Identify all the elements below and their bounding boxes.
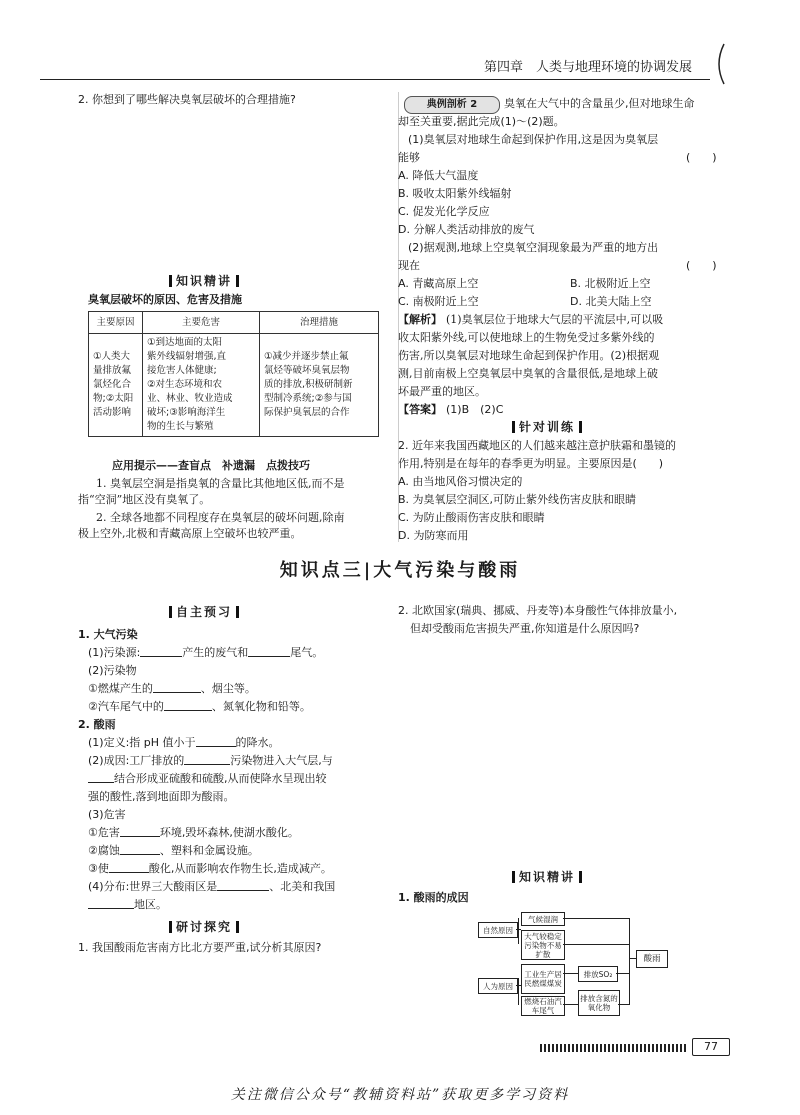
tag-zhendui-xunlian: 针对训练 (508, 418, 586, 435)
preview-line: (1)污染源: 产生的废气和 尾气。 (88, 646, 324, 659)
q2-paren: ( ) (686, 259, 717, 272)
connector (629, 958, 636, 959)
preview-line: ①燃煤产生的 、烟尘等。 (88, 682, 256, 695)
connector (616, 973, 629, 974)
preview-heading-1: 1. 大气污染 (78, 628, 138, 641)
analysis-line: 坏最严重的地区。 (398, 385, 486, 398)
connector (518, 978, 519, 1005)
research-question-1: 1. 我国酸雨危害南方比北方要严重,试分析其原因? (78, 941, 322, 954)
t2-option: A. 由当地风俗习惯决定的 (398, 475, 523, 488)
answer-text: (1)B (2)C (446, 403, 504, 416)
page-number: 77 (692, 1038, 730, 1056)
preview-line: 强的酸性,落到地面即为酸雨。 (88, 790, 235, 803)
t2-option: C. 为防止酸雨伤害皮肤和眼睛 (398, 511, 545, 524)
table-header: 主要危害 (143, 312, 260, 334)
q2-option-a: A. 青藏高原上空 (398, 277, 479, 290)
right-question-2a: 2. 北欧国家(瑞典、挪威、丹麦等)本身酸性气体排放量小, (398, 604, 678, 617)
diagram-title: 1. 酸雨的成因 (398, 891, 469, 904)
box-human-cause: 人为原因 (478, 978, 518, 994)
connector (563, 944, 629, 945)
preview-line: ③使 酸化,从而影响农作物生长,造成减产。 (88, 862, 332, 875)
tag-zhishi-jingjiang: 知识精讲 (165, 272, 243, 289)
box-nox: 排放含氮的氧化物 (578, 990, 620, 1016)
chapter-title: 第四章 人类与地理环境的协调发展 (484, 60, 693, 75)
q1-option: B. 吸收太阳紫外线辐射 (398, 187, 512, 200)
table-cell: ①到达地面的太阳 紫外线辐射增强,直 接危害人体健康; ②对生态环境和农 业、林业、牧业造成 破坏;③影响海洋生 物的生长与繁殖 (143, 334, 260, 437)
example-badge: 典例剖析 2 (404, 96, 500, 114)
preview-line: 结合形成亚硫酸和硫酸,从而使降水呈现出较 (88, 771, 327, 787)
q1-option: A. 降低大气温度 (398, 169, 479, 182)
connector (563, 918, 629, 919)
preview-line: (1)定义:指 pH 值小于 的降水。 (88, 736, 280, 749)
box-oil-vehicle: 燃烧石油汽车尾气 (521, 996, 565, 1016)
ozone-table (88, 311, 379, 437)
q2-option-b: B. 北极附近上空 (570, 277, 651, 290)
q1-stem-a: (1)臭氧层对地球生命起到保护作用,这是因为臭氧层 (408, 133, 659, 146)
right-question-2b: 但却受酸雨危害损失严重,你知道是什么原因吗? (410, 622, 640, 635)
tip-2a: 2. 全球各地都不同程度存在臭氧层的破坏问题,除南 (96, 511, 345, 524)
preview-heading-2: 2. 酸雨 (78, 718, 116, 731)
table-cell: ①人类大 量排放氟 氯烃化合 物;②太阳 活动影响 (89, 334, 143, 437)
preview-line: ①危害 环境,毁坏森林,使湖水酸化。 (88, 826, 299, 839)
table-cell: ①减少并逐步禁止氟 氯烃等破坏臭氧层物 质的排放,积极研制新 型制冷系统;②参与国 际保护臭氧层的合作 (260, 334, 379, 437)
q2-option-d: D. 北美大陆上空 (570, 295, 652, 308)
preview-line: (2)污染物 (88, 664, 137, 677)
connector (618, 1004, 629, 1005)
tip-2b: 极上空外,北极和青藏高原上空破坏也较严重。 (78, 527, 302, 540)
page-stripe (540, 1044, 688, 1052)
t2-stem-a: 2. 近年来我国西藏地区的人们越来越注意护肤霜和墨镜的 (398, 439, 676, 452)
connector (629, 918, 630, 1005)
analysis-line: 测,目前南极上空臭氧层中臭氧的含量很低,是地球上破 (398, 367, 658, 380)
t2-option: D. 为防寒而用 (398, 529, 469, 542)
box-natural-cause: 自然原因 (478, 922, 518, 938)
q1-option: D. 分解人类活动排放的废气 (398, 223, 535, 236)
analysis-line: 伤害,所以臭氧层对地球生命起到保护作用。(2)根据观 (398, 349, 660, 362)
header-rule (40, 79, 710, 80)
box-stable-atmosphere: 大气较稳定污染物不易扩散 (521, 930, 565, 960)
box-humid-climate: 气候湿润 (521, 912, 565, 926)
footer-note: 关注微信公众号“教辅资料站”获取更多学习资料 (230, 1087, 570, 1103)
section-title: 知识点三|大气污染与酸雨 (279, 560, 521, 581)
tag-yantao-tanjiu: 研讨探究 (165, 918, 243, 935)
box-acid-rain: 酸雨 (636, 950, 668, 968)
q2-stem-b: 现在 (398, 259, 420, 272)
q1-paren: ( ) (686, 151, 717, 164)
answer-label: 【答案】 (398, 403, 442, 416)
tip-title: 应用提示——查盲点 补遗漏 点拨技巧 (112, 459, 310, 472)
tag-zizhu-yuxi: 自主预习 (165, 603, 243, 620)
t2-option: B. 为臭氧层空洞区,可防止紫外线伤害皮肤和眼睛 (398, 493, 637, 506)
q1-option: C. 促发光化学反应 (398, 205, 490, 218)
tip-1a: 1. 臭氧层空洞是指臭氧的含量比其他地区低,而不是 (96, 477, 345, 490)
example-intro-b: 却至关重要,据此完成(1)～(2)题。 (398, 115, 565, 128)
tip-1b: 指“空洞”地区没有臭氧了。 (78, 493, 211, 506)
bracket-icon (712, 42, 728, 86)
table-title: 臭氧层破坏的原因、危害及措施 (88, 293, 242, 306)
box-industry-coal: 工业生产居民燃煤煤炭 (521, 964, 565, 994)
preview-line: (3)危害 (88, 808, 126, 821)
preview-line: (2)成因:工厂排放的 污染物进入大气层,与 (88, 754, 333, 767)
analysis-label: 【解析】 (398, 313, 442, 326)
preview-line: ②腐蚀 、塑料和金属设施。 (88, 844, 259, 857)
t2-stem-b: 作用,特别是在每年的春季更为明显。主要原因是( ) (398, 457, 664, 470)
q1-stem-b: 能够 (398, 151, 420, 164)
q2-stem-a: (2)据观测,地球上空臭氧空洞现象最为严重的地方出 (408, 241, 659, 254)
connector (563, 1004, 578, 1005)
connector (518, 918, 519, 944)
q2-option-c: C. 南极附近上空 (398, 295, 479, 308)
analysis-line: 收太阳紫外线,可以使地球上的生物免受过多紫外线的 (398, 331, 655, 344)
table-header: 治理措施 (260, 312, 379, 334)
tag-zhishi-jingjiang-2: 知识精讲 (508, 868, 586, 885)
connector (563, 973, 578, 974)
table-header: 主要原因 (89, 312, 143, 334)
example-intro-a: 臭氧在大气中的含量虽少,但对地球生命 (504, 97, 695, 110)
preview-line: (4)分布:世界三大酸雨区是 、北美和我国 (88, 880, 336, 893)
left-question-2: 2. 你想到了哪些解决臭氧层破坏的合理措施? (78, 93, 296, 106)
preview-line: 地区。 (88, 897, 167, 913)
analysis-line: (1)臭氧层位于地球大气层的平流层中,可以吸 (446, 313, 664, 326)
preview-line: ②汽车尾气中的 、氮氧化物和铅等。 (88, 700, 311, 713)
box-so2: 排放SO₂ (578, 966, 618, 982)
